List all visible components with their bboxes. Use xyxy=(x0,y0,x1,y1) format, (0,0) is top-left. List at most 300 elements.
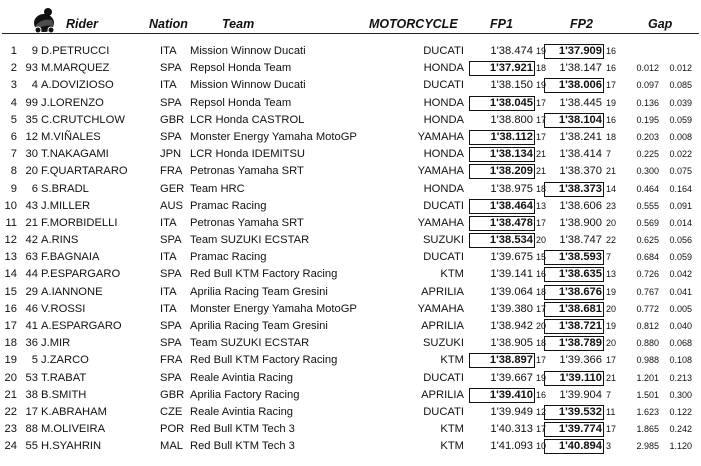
fp2-lap-cell: 21 xyxy=(606,372,617,383)
fp2-lap-cell: 3 xyxy=(606,441,612,452)
team-cell: Mission Winnow Ducati xyxy=(190,79,306,92)
fp2-lap-cell: 13 xyxy=(606,269,617,280)
team-cell: Aprilia Factory Racing xyxy=(190,388,300,401)
nation-cell: FRA xyxy=(160,354,183,367)
fp1-time-cell: 1'38.464 xyxy=(469,199,535,214)
fp1-lap-cell: 17 xyxy=(536,114,547,125)
gap-first-cell: 1.623 xyxy=(636,406,659,417)
fp2-lap-cell: 17 xyxy=(606,80,617,91)
team-cell: Reale Avintia Racing xyxy=(190,405,294,418)
fp1-time-cell: 1'40.313 xyxy=(490,423,533,436)
fp1-lap-cell: 19 xyxy=(536,46,547,56)
rider-number-cell: 99 xyxy=(25,96,38,109)
motorcycle-cell: YAMAHA xyxy=(417,302,464,315)
fp1-time-cell: 1'38.045 xyxy=(469,96,535,111)
rider-name-cell: F.MORBIDELLI xyxy=(41,216,118,229)
gap-first-cell: 0.812 xyxy=(636,321,659,331)
rider-name-cell: F.QUARTARARO xyxy=(41,165,128,178)
fp1-time-cell: 1'39.675 xyxy=(490,251,533,264)
nation-cell: ITA xyxy=(160,302,177,315)
rider-name-cell: A.IANNONE xyxy=(41,285,103,298)
team-cell: Red Bull KTM Factory Racing xyxy=(190,268,338,281)
table-row xyxy=(0,266,701,283)
results-table xyxy=(0,43,701,456)
rider-name-cell: S.BRADL xyxy=(41,182,89,195)
position-cell: 22 xyxy=(4,405,17,418)
gap-first-cell: 0.097 xyxy=(636,80,659,91)
gap-previous-cell: 0.008 xyxy=(669,131,692,142)
rider-number-cell: 35 xyxy=(25,113,38,126)
motorcycle-cell: HONDA xyxy=(423,182,464,195)
fp1-lap-cell: 12 xyxy=(536,406,547,417)
nation-cell: ITA xyxy=(160,45,177,57)
gap-previous-cell: 0.213 xyxy=(669,372,692,383)
fp2-lap-cell: 18 xyxy=(606,131,617,142)
gap-first-cell: 0.767 xyxy=(636,286,659,297)
gap-first-cell: 1.865 xyxy=(636,424,659,435)
rider-number-cell: 17 xyxy=(25,405,38,418)
fp1-lap-cell: 18 xyxy=(536,183,547,194)
position-cell: 20 xyxy=(4,371,17,384)
motorcycle-cell: YAMAHA xyxy=(417,165,464,178)
nation-cell: SPA xyxy=(160,268,182,281)
gap-previous-cell: 0.022 xyxy=(669,149,692,160)
team-cell: Aprilia Racing Team Gresini xyxy=(190,320,328,332)
rider-number-cell: 43 xyxy=(25,199,38,212)
position-cell: 2 xyxy=(10,62,17,75)
gap-first-cell: 0.880 xyxy=(636,338,659,349)
team-cell: Monster Energy Yamaha MotoGP xyxy=(190,130,357,143)
motorcycle-cell: DUCATI xyxy=(423,79,464,92)
fp1-time-cell: 1'37.921 xyxy=(469,61,535,76)
team-cell: LCR Honda IDEMITSU xyxy=(190,148,306,161)
gap-previous-cell: 0.005 xyxy=(669,303,692,314)
nation-cell: GBR xyxy=(160,388,185,401)
team-cell: Team SUZUKI ECSTAR xyxy=(190,234,310,247)
gap-first-cell: 0.772 xyxy=(636,303,659,314)
table-row xyxy=(0,404,701,421)
motorcycle-cell: APRILIA xyxy=(421,285,464,298)
fp2-time-cell: 1'38.606 xyxy=(559,199,602,212)
fp1-lap-cell: 20 xyxy=(536,235,547,246)
rider-number-cell: 5 xyxy=(31,354,38,367)
gap-first-cell: 0.726 xyxy=(636,269,659,280)
motorcycle-cell: KTM xyxy=(440,440,464,453)
team-cell: Petronas Yamaha SRT xyxy=(190,216,304,229)
motorcycle-cell: YAMAHA xyxy=(417,216,464,229)
table-row xyxy=(0,301,701,318)
gap-previous-cell: 0.242 xyxy=(669,424,692,435)
position-cell: 9 xyxy=(10,182,17,195)
gap-previous-cell: 0.012 xyxy=(669,63,692,74)
gap-first-cell: 0.195 xyxy=(636,114,659,125)
rider-number-cell: 12 xyxy=(25,130,38,143)
gap-previous-cell: 0.075 xyxy=(669,166,692,177)
table-row xyxy=(0,421,701,438)
fp1-time-cell: 1'39.064 xyxy=(490,285,533,298)
table-row xyxy=(0,77,701,94)
position-cell: 17 xyxy=(4,320,17,332)
gap-first-cell: 1.201 xyxy=(636,372,659,383)
rider-name-cell: J.MILLER xyxy=(41,199,91,212)
fp2-time-cell: 1'39.110 xyxy=(544,371,604,386)
fp1-time-cell: 1'41.093 xyxy=(490,440,533,453)
table-row xyxy=(0,335,701,352)
fp2-lap-cell: 14 xyxy=(606,183,617,194)
fp2-lap-cell: 20 xyxy=(606,217,617,228)
position-cell: 4 xyxy=(10,96,17,109)
rider-number-cell: 6 xyxy=(31,182,38,195)
gap-first-cell: 0.464 xyxy=(636,183,659,194)
position-cell: 16 xyxy=(4,302,17,315)
rider-name-cell: M.OLIVEIRA xyxy=(41,423,106,436)
fp1-lap-cell: 18 xyxy=(536,63,547,74)
nation-cell: FRA xyxy=(160,165,183,178)
header-motorcycle: MOTORCYCLE xyxy=(369,17,458,31)
fp1-lap-cell: 10 xyxy=(536,441,547,452)
motorcycle-cell: KTM xyxy=(440,268,464,281)
fp2-time-cell: 1'38.789 xyxy=(544,336,604,351)
rider-number-cell: 41 xyxy=(25,320,38,332)
fp2-lap-cell: 20 xyxy=(606,303,617,314)
gap-first-cell: 0.300 xyxy=(636,166,659,177)
team-cell: Red Bull KTM Tech 3 xyxy=(190,440,295,453)
team-cell: Repsol Honda Team xyxy=(190,62,292,75)
position-cell: 11 xyxy=(5,216,17,229)
rider-name-cell: F.BAGNAIA xyxy=(41,251,100,264)
table-row xyxy=(0,112,701,129)
fp1-time-cell: 1'38.478 xyxy=(469,216,535,231)
fp2-time-cell: 1'39.774 xyxy=(544,422,604,437)
fp1-lap-cell: 20 xyxy=(536,321,547,331)
table-row xyxy=(0,198,701,215)
fp2-time-cell: 1'39.532 xyxy=(544,405,604,420)
nation-cell: POR xyxy=(160,423,185,436)
rider-name-cell: A.ESPARGARO xyxy=(41,320,122,332)
fp1-lap-cell: 17 xyxy=(536,217,547,228)
rider-number-cell: 20 xyxy=(25,165,38,178)
fp2-lap-cell: 19 xyxy=(606,97,617,108)
fp2-lap-cell: 19 xyxy=(606,286,617,297)
rider-name-cell: J.LORENZO xyxy=(41,96,104,109)
rider-name-cell: M.VIÑALES xyxy=(41,130,101,143)
fp2-time-cell: 1'38.241 xyxy=(559,130,602,143)
fp2-time-cell: 1'38.593 xyxy=(544,250,604,265)
rider-number-cell: 44 xyxy=(25,268,38,281)
motorcycle-cell: HONDA xyxy=(423,113,464,126)
fp2-time-cell: 1'39.366 xyxy=(559,354,602,367)
rider-name-cell: M.MARQUEZ xyxy=(41,62,110,75)
fp2-lap-cell: 22 xyxy=(606,235,617,246)
gap-first-cell: 0.136 xyxy=(636,97,659,108)
fp2-time-cell: 1'38.373 xyxy=(544,182,604,197)
table-header xyxy=(0,0,701,34)
nation-cell: ITA xyxy=(160,251,177,264)
team-cell: Red Bull KTM Tech 3 xyxy=(190,423,295,436)
gap-previous-cell: 0.041 xyxy=(669,286,692,297)
gap-first-cell: 0.225 xyxy=(636,149,659,160)
team-cell: Aprilia Racing Team Gresini xyxy=(190,285,328,298)
team-cell: Team SUZUKI ECSTAR xyxy=(190,337,310,350)
motorcycle-cell: HONDA xyxy=(423,96,464,109)
nation-cell: JPN xyxy=(160,148,182,161)
team-cell: Pramac Racing xyxy=(190,251,267,264)
table-row xyxy=(0,43,701,60)
fp1-lap-cell: 17 xyxy=(536,424,547,435)
nation-cell: MAL xyxy=(160,440,184,453)
fp1-lap-cell: 18 xyxy=(536,286,547,297)
fp2-lap-cell: 16 xyxy=(606,46,617,56)
table-row xyxy=(0,284,701,301)
rider-name-cell: D.PETRUCCI xyxy=(41,45,110,57)
nation-cell: ITA xyxy=(160,285,177,298)
fp1-lap-cell: 17 xyxy=(536,355,547,366)
nation-cell: SPA xyxy=(160,62,182,75)
nation-cell: ITA xyxy=(160,216,177,229)
header-divider xyxy=(2,33,699,34)
table-row xyxy=(0,352,701,369)
fp2-time-cell: 1'39.904 xyxy=(559,388,602,401)
nation-cell: CZE xyxy=(160,405,183,418)
position-cell: 7 xyxy=(10,148,17,161)
fp2-time-cell: 1'38.104 xyxy=(544,113,604,128)
fp1-time-cell: 1'38.134 xyxy=(469,147,535,162)
nation-cell: SPA xyxy=(160,371,182,384)
team-cell: Pramac Racing xyxy=(190,199,267,212)
fp2-time-cell: 1'38.414 xyxy=(559,148,602,161)
fp2-time-cell: 1'38.445 xyxy=(559,96,602,109)
gap-previous-cell: 0.122 xyxy=(669,406,692,417)
rider-number-cell: 88 xyxy=(25,423,38,436)
table-row xyxy=(0,215,701,232)
rider-number-cell: 55 xyxy=(25,440,38,453)
gap-previous-cell: 0.164 xyxy=(669,183,692,194)
gap-first-cell: 0.988 xyxy=(636,355,659,366)
fp2-time-cell: 1'38.370 xyxy=(559,165,602,178)
fp1-lap-cell: 15 xyxy=(536,252,547,263)
fp2-time-cell: 1'38.676 xyxy=(544,285,604,300)
fp1-lap-cell: 19 xyxy=(536,80,547,91)
fp2-time-cell: 1'38.006 xyxy=(544,78,604,93)
team-cell: Petronas Yamaha SRT xyxy=(190,165,304,178)
fp2-time-cell: 1'38.635 xyxy=(544,267,604,282)
gap-previous-cell: 0.085 xyxy=(669,80,692,91)
gap-first-cell: 0.684 xyxy=(636,252,659,263)
gap-previous-cell: 0.042 xyxy=(669,269,692,280)
fp1-time-cell: 1'38.534 xyxy=(469,233,535,248)
header-fp1: FP1 xyxy=(490,17,513,31)
fp1-time-cell: 1'39.141 xyxy=(490,268,533,281)
team-cell: Reale Avintia Racing xyxy=(190,371,294,384)
fp2-lap-cell: 7 xyxy=(606,389,612,400)
gap-first-cell: 0.203 xyxy=(636,131,659,142)
table-row xyxy=(0,370,701,387)
table-row xyxy=(0,232,701,249)
team-cell: Red Bull KTM Factory Racing xyxy=(190,354,338,367)
fp1-time-cell: 1'38.209 xyxy=(469,164,535,179)
fp2-time-cell: 1'38.681 xyxy=(544,302,604,317)
nation-cell: GER xyxy=(160,182,185,195)
fp1-time-cell: 1'39.380 xyxy=(490,302,533,315)
fp1-time-cell: 1'39.667 xyxy=(490,371,533,384)
team-cell: Team HRC xyxy=(190,182,245,195)
gap-previous-cell: 0.108 xyxy=(669,355,692,366)
rider-number-cell: 29 xyxy=(25,285,38,298)
fp2-lap-cell: 7 xyxy=(606,252,612,263)
motorcycle-cell: HONDA xyxy=(423,148,464,161)
gap-previous-cell: 0.091 xyxy=(669,200,692,211)
fp2-lap-cell: 21 xyxy=(606,166,617,177)
gap-previous-cell: 0.039 xyxy=(669,97,692,108)
nation-cell: SPA xyxy=(160,234,182,247)
header-team: Team xyxy=(222,17,255,31)
fp1-time-cell: 1'38.150 xyxy=(490,79,533,92)
fp2-lap-cell: 23 xyxy=(606,200,617,211)
gap-first-cell: 0.569 xyxy=(636,217,659,228)
gap-previous-cell: 0.059 xyxy=(669,252,692,263)
nation-cell: SPA xyxy=(160,337,182,350)
table-row xyxy=(0,146,701,163)
table-row xyxy=(0,318,701,335)
fp1-time-cell: 1'38.112 xyxy=(469,130,535,145)
position-cell: 12 xyxy=(4,234,17,247)
fp2-lap-cell: 17 xyxy=(606,355,617,366)
fp2-lap-cell: 7 xyxy=(606,149,612,160)
table-row xyxy=(0,129,701,146)
gap-first-cell: 0.555 xyxy=(636,200,659,211)
header-gap: Gap xyxy=(648,17,673,31)
team-cell: Monster Energy Yamaha MotoGP xyxy=(190,302,357,315)
nation-cell: SPA xyxy=(160,130,182,143)
nation-cell: ITA xyxy=(160,79,177,92)
motorcycle-cell: DUCATI xyxy=(423,199,464,212)
fp2-lap-cell: 20 xyxy=(606,338,617,349)
rider-number-cell: 30 xyxy=(25,148,38,161)
rider-name-cell: P.ESPARGARO xyxy=(41,268,121,281)
rider-name-cell: A.RINS xyxy=(41,234,79,247)
position-cell: 19 xyxy=(4,354,17,367)
rider-name-cell: A.DOVIZIOSO xyxy=(41,79,114,92)
gap-first-cell: 2.985 xyxy=(636,441,659,452)
rider-name-cell: H.SYAHRIN xyxy=(41,440,102,453)
fp1-time-cell: 1'38.942 xyxy=(490,320,533,332)
gap-previous-cell: 0.300 xyxy=(669,389,692,400)
fp2-time-cell: 1'38.747 xyxy=(559,234,602,247)
rider-number-cell: 36 xyxy=(25,337,38,350)
motorcycle-cell: DUCATI xyxy=(423,371,464,384)
rider-number-cell: 21 xyxy=(25,216,38,229)
rider-number-cell: 63 xyxy=(25,251,38,264)
motorcycle-cell: HONDA xyxy=(423,62,464,75)
position-cell: 24 xyxy=(4,440,17,453)
nation-cell: SPA xyxy=(160,96,182,109)
fp2-time-cell: 1'38.900 xyxy=(559,216,602,229)
motorcycle-cell: KTM xyxy=(440,423,464,436)
gap-previous-cell: 0.059 xyxy=(669,114,692,125)
position-cell: 23 xyxy=(4,423,17,436)
fp2-time-cell: 1'37.909 xyxy=(544,44,604,59)
position-cell: 15 xyxy=(4,285,17,298)
fp1-lap-cell: 16 xyxy=(536,269,547,280)
fp2-lap-cell: 19 xyxy=(606,321,617,331)
position-cell: 18 xyxy=(4,337,17,350)
position-cell: 6 xyxy=(10,130,17,143)
position-cell: 21 xyxy=(4,388,17,401)
fp1-time-cell: 1'38.975 xyxy=(490,182,533,195)
team-cell: LCR Honda CASTROL xyxy=(190,113,305,126)
rider-number-cell: 46 xyxy=(25,302,38,315)
rider-name-cell: V.ROSSI xyxy=(41,302,86,315)
rider-name-cell: T.NAKAGAMI xyxy=(41,148,109,161)
fp1-time-cell: 1'38.897 xyxy=(469,353,535,368)
nation-cell: GBR xyxy=(160,113,185,126)
gap-previous-cell: 0.014 xyxy=(669,217,692,228)
gap-first-cell: 0.625 xyxy=(636,235,659,246)
rider-number-cell: 38 xyxy=(25,388,38,401)
fp1-lap-cell: 17 xyxy=(536,97,547,108)
fp1-lap-cell: 13 xyxy=(536,200,547,211)
fp2-time-cell: 1'38.721 xyxy=(544,319,604,334)
fp2-lap-cell: 16 xyxy=(606,63,617,74)
team-cell: Mission Winnow Ducati xyxy=(190,45,306,57)
fp1-time-cell: 1'39.410 xyxy=(469,388,535,403)
motorcycle-cell: DUCATI xyxy=(423,45,464,57)
fp2-lap-cell: 16 xyxy=(606,114,617,125)
rider-name-cell: T.RABAT xyxy=(41,371,87,384)
gap-previous-cell: 0.068 xyxy=(669,338,692,349)
nation-cell: AUS xyxy=(160,199,184,212)
rider-number-cell: 4 xyxy=(31,79,38,92)
motorcycle-cell: APRILIA xyxy=(421,320,464,332)
table-row xyxy=(0,95,701,112)
motorcycle-cell: KTM xyxy=(440,354,464,367)
rider-name-cell: B.SMITH xyxy=(41,388,87,401)
motorcycle-rider-icon xyxy=(30,6,58,34)
motorcycle-cell: YAMAHA xyxy=(417,130,464,143)
fp2-time-cell: 1'40.894 xyxy=(544,439,604,454)
fp2-time-cell: 1'38.147 xyxy=(559,62,602,75)
fp1-time-cell: 1'38.800 xyxy=(490,113,533,126)
fp1-time-cell: 1'39.949 xyxy=(490,405,533,418)
gap-previous-cell: 0.056 xyxy=(669,235,692,246)
fp1-lap-cell: 17 xyxy=(536,131,547,142)
table-row xyxy=(0,181,701,198)
gap-first-cell: 0.012 xyxy=(636,63,659,74)
table-row xyxy=(0,249,701,266)
motorcycle-cell: DUCATI xyxy=(423,405,464,418)
position-cell: 8 xyxy=(10,165,17,178)
fp2-lap-cell: 17 xyxy=(606,424,617,435)
gap-first-cell: 1.501 xyxy=(636,389,659,400)
rider-number-cell: 42 xyxy=(25,234,38,247)
rider-number-cell: 93 xyxy=(25,62,38,75)
motorcycle-cell: APRILIA xyxy=(421,388,464,401)
fp2-lap-cell: 11 xyxy=(606,406,616,417)
fp1-lap-cell: 16 xyxy=(536,389,547,400)
rider-name-cell: C.CRUTCHLOW xyxy=(41,113,125,126)
rider-name-cell: J.ZARCO xyxy=(41,354,89,367)
fp1-lap-cell: 21 xyxy=(536,166,547,177)
table-row xyxy=(0,438,701,455)
position-cell: 5 xyxy=(10,113,17,126)
team-cell: Repsol Honda Team xyxy=(190,96,292,109)
fp1-time-cell: 1'38.474 xyxy=(490,45,533,57)
position-cell: 1 xyxy=(10,45,17,57)
table-row xyxy=(0,163,701,180)
gap-previous-cell: 0.040 xyxy=(669,321,692,331)
rider-name-cell: J.MIR xyxy=(41,337,71,350)
gap-previous-cell: 1.120 xyxy=(669,441,692,452)
